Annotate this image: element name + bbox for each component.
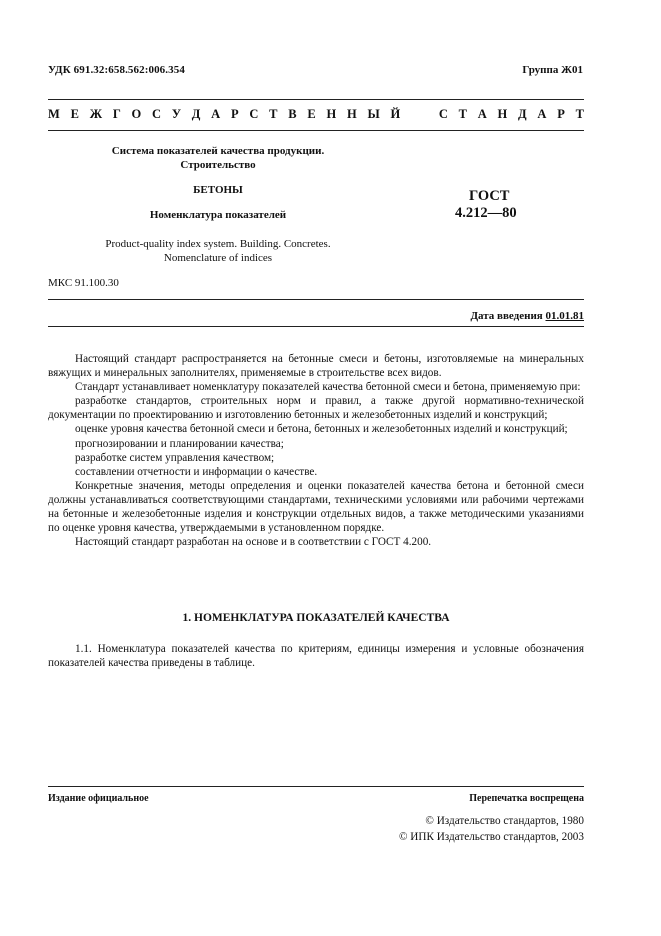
system-title-line1: Система показателей качества продукции. xyxy=(111,145,325,157)
heading-letter: Т xyxy=(269,107,278,121)
official-edition-label: Издание официальное xyxy=(48,793,149,804)
section-text xyxy=(48,642,584,670)
system-title-line2: Строительство xyxy=(180,159,256,171)
english-title xyxy=(98,237,338,265)
heading-letter: А xyxy=(211,107,221,121)
date-value: 01.01.81 xyxy=(545,310,584,322)
date-rule xyxy=(48,326,584,327)
intro-text xyxy=(48,352,584,549)
footer-rule xyxy=(48,786,584,787)
heading-gap xyxy=(425,107,428,122)
heading-letter: Н xyxy=(347,107,357,121)
heading-letter: Е xyxy=(307,107,316,121)
gost-designation xyxy=(455,188,517,222)
section-paragraph: 1.1. Номенклатура показателей качества по критериям, единицы измерения и условные обозначения показателей качества приведены в таблице. xyxy=(48,643,584,670)
heading-letter: Н xyxy=(326,107,337,121)
reprint-prohibited-label: Перепечатка воспрещена xyxy=(469,793,584,804)
heading-letter: А xyxy=(537,107,547,121)
heading-letter: Д xyxy=(191,107,201,121)
intro-paragraph: Настоящий стандарт распространяется на бетонные смеси и бетоны, изготовляемые на минеральных вяжущих и минеральных заполнителях, применяемые в строительстве всех видов. xyxy=(48,353,584,380)
title-rule xyxy=(48,130,584,131)
intro-paragraph: разработке систем управления качеством; xyxy=(75,451,275,464)
heading-letter: Р xyxy=(230,107,239,121)
top-rule xyxy=(48,99,584,100)
heading-letter: С xyxy=(152,107,162,121)
heading-letter: С xyxy=(249,107,259,121)
document-name: БЕТОНЫ xyxy=(193,184,243,196)
heading-letter: А xyxy=(477,107,487,121)
heading-letter: Г xyxy=(112,107,121,121)
english-title-line1: Product-quality index system. Building. Concretes. xyxy=(105,238,331,250)
intro-paragraph: разработке стандартов, строительных норм и правил, а также другой нормативно-технической документации по проектированию и изготовлению бетонных и железобетонных изделий и конструкций; xyxy=(48,395,584,422)
intro-paragraph: Стандарт устанавливает номенклатуру показателей качества бетонной смеси и бетона, применяемую при: xyxy=(75,381,581,394)
copyright-2003: © ИПК Издательство стандартов, 2003 xyxy=(398,831,584,843)
heading-letter: В xyxy=(288,107,297,121)
heading-letter: Й xyxy=(390,107,401,121)
heading-letter: О xyxy=(131,107,142,121)
mks-code: МКС 91.100.30 xyxy=(48,277,119,289)
udk-code: УДК 691.32:658.562:006.354 xyxy=(48,64,185,76)
section-heading: 1. НОМЕНКЛАТУРА ПОКАЗАТЕЛЕЙ КАЧЕСТВА xyxy=(182,612,450,624)
standard-type-heading xyxy=(48,107,584,122)
heading-letter: Н xyxy=(497,107,508,121)
gost-number: 4.212—80 xyxy=(455,205,517,221)
heading-letter: Р xyxy=(557,107,565,121)
intro-paragraph: Настоящий стандарт разработан на основе и в соответствии с ГОСТ 4.200. xyxy=(75,536,432,549)
heading-letter: Т xyxy=(458,107,467,121)
intro-paragraph: прогнозировании и планировании качества; xyxy=(75,437,284,450)
heading-letter: У xyxy=(171,107,182,121)
english-title-line2: Nomenclature of indices xyxy=(163,252,273,264)
intro-paragraph: Конкретные значения, методы определения и оценки показателей качества бетона и бетонной смеси должны устанавливаться соответствующими стандартами, техническими условиями или рабочими чертежами на бетонные и железобетонные изделия и конструкции отдельных видов, а также методическими указаниями по оценке уровня качества, утверждаемыми в установленном порядке. xyxy=(48,479,584,535)
document-subname: Номенклатура показателей xyxy=(149,209,287,221)
date-label: Дата введения xyxy=(470,310,543,322)
group-code: Группа Ж01 xyxy=(522,64,583,76)
heading-letter: Т xyxy=(575,107,584,121)
heading-letter: М xyxy=(48,107,60,121)
system-title xyxy=(98,144,338,172)
heading-letter: С xyxy=(438,107,448,121)
heading-letter: Ы xyxy=(367,107,380,121)
heading-letter: Д xyxy=(518,107,527,121)
heading-letter: Е xyxy=(70,107,79,121)
gost-label: ГОСТ xyxy=(469,188,510,204)
intro-paragraph: составлении отчетности и информации о качестве. xyxy=(75,465,318,478)
introduction-date xyxy=(470,310,584,322)
mks-rule xyxy=(48,299,584,300)
heading-gap xyxy=(411,107,414,122)
heading-letter: Ж xyxy=(89,107,103,121)
copyright-1980: © Издательство стандартов, 1980 xyxy=(425,815,584,827)
intro-paragraph: оценке уровня качества бетонной смеси и бетона, бетонных и железобетонных изделий и конструкций; xyxy=(75,423,568,436)
